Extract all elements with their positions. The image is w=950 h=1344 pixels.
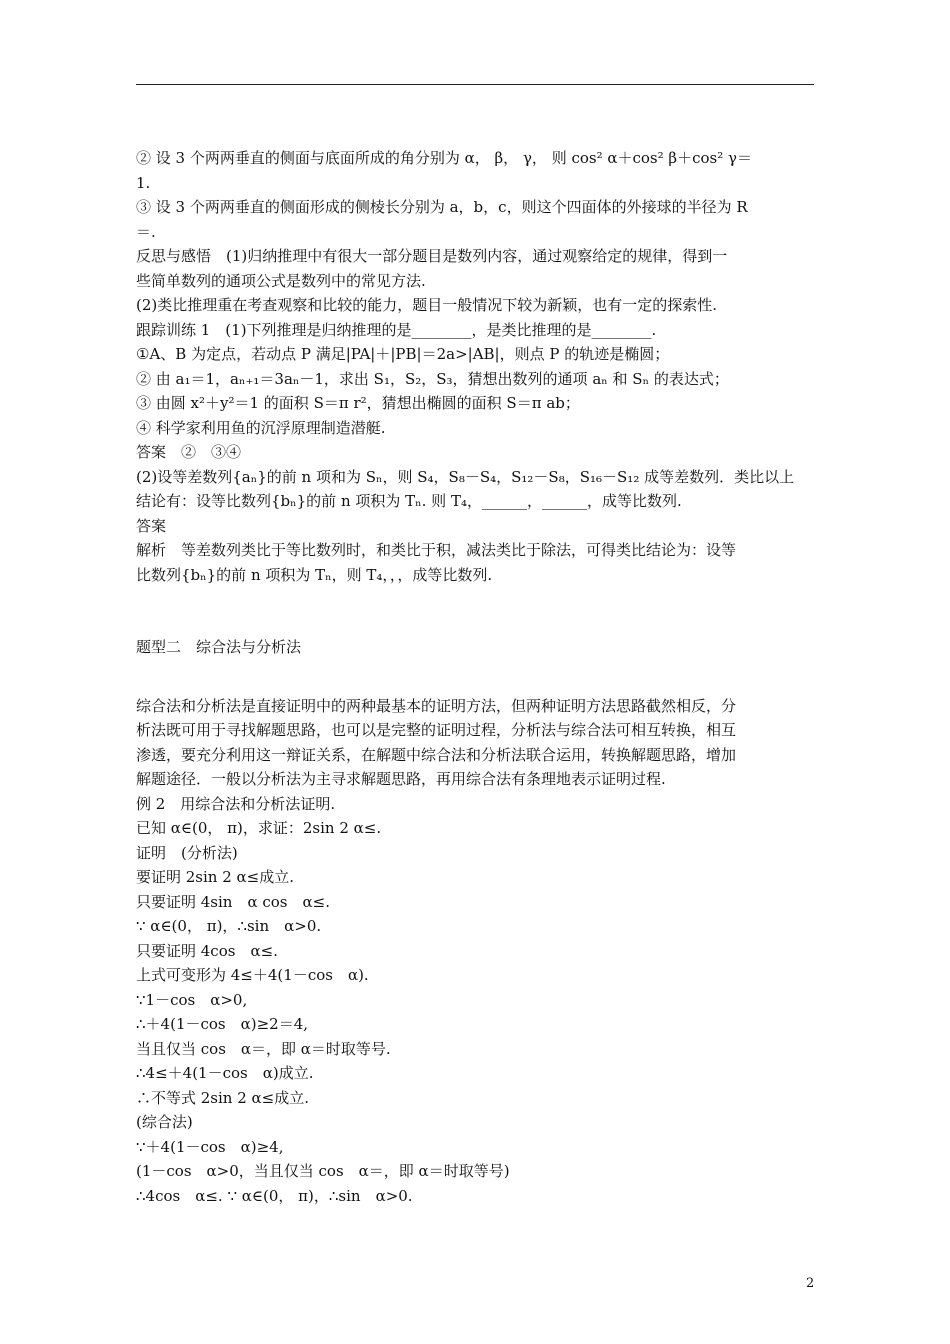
- text-line: 些简单数列的通项公式是数列中的常见方法.: [136, 271, 426, 290]
- page-body: [136, 146, 816, 1208]
- text-line: 答案: [136, 516, 167, 535]
- text-line: 跟踪训练 1 (1)下列推理是归纳推理的是________，是类比推理的是________.: [136, 320, 657, 339]
- proof-line: (综合法): [136, 1113, 193, 1131]
- proof-line: 例 2 用综合法和分析法证明.: [136, 794, 336, 813]
- proof-line: ∴＋4(1－cos α)≥2＝4,: [136, 1015, 309, 1033]
- header-rule: [136, 84, 814, 85]
- proof-line: ∴不等式 2sin 2 α≤成立.: [136, 1088, 310, 1107]
- text-line: ② 设 3 个两两垂直的侧面与底面所成的角分别为 α， β， γ， 则 cos² α＋cos² β＋cos² γ＝: [136, 149, 752, 167]
- proof-line: 上式可变形为 4≤＋4(1－cos α).: [136, 966, 369, 984]
- proof-line: 当且仅当 cos α＝，即 α＝时取等号.: [136, 1039, 391, 1058]
- text-line: 解析 等差数列类比于等比数列时，和类比于积，减法类比于除法，可得类比结论为：设等: [136, 541, 737, 559]
- page-number: 2: [806, 1276, 815, 1291]
- text-line: ② 由 a₁＝1，aₙ₊₁＝3aₙ－1，求出 S₁，S₂，S₃，猜想出数列的通项 aₙ 和 Sₙ 的表达式；: [136, 369, 729, 388]
- proof-line: ∴4≤＋4(1－cos α)成立.: [136, 1064, 314, 1082]
- proof-line: ∴4cos α≤. ∵ α∈(0， π)，∴sin α>0.: [136, 1186, 413, 1205]
- intro-line: 综合法和分析法是直接证明中的两种最基本的证明方法，但两种证明方法思路截然相反，分: [136, 696, 737, 715]
- top-text-block: [136, 146, 816, 587]
- example-block: [136, 792, 816, 1209]
- text-line: ＝.: [136, 222, 156, 241]
- text-line: 反思与感悟 (1)归纳推理中有很大一部分题目是数列内容，通过观察给定的规律，得到一: [136, 247, 728, 265]
- text-line: (2)类比推理重在考查观察和比较的能力，题目一般情况下较为新颖，也有一定的探索性.: [136, 296, 718, 314]
- text-line: ④ 科学家利用鱼的沉浮原理制造潜艇.: [136, 418, 386, 437]
- section-title: 题型二 综合法与分析法: [136, 638, 302, 656]
- proof-line: ∵＋4(1－cos α)≥4,: [136, 1137, 284, 1156]
- text-line: ③ 设 3 个两两垂直的侧面形成的侧棱长分别为 a，b，c，则这个四面体的外接球的半径为 R: [136, 198, 748, 216]
- proof-line: 只要证明 4sin α cos α≤.: [136, 892, 330, 911]
- text-line: ①A、B 为定点，若动点 P 满足|PA|＋|PB|＝2a>|AB|，则点 P 的轨迹是椭圆；: [136, 345, 670, 363]
- proof-line: ∵1－cos α>0,: [136, 990, 248, 1009]
- text-line: 答案 ② ③④: [136, 443, 242, 461]
- text-line: (2)设等差数列{aₙ}的前 n 项和为 Sₙ，则 S₄，S₈－S₄，S₁₂－S₈，S₁₆－S₁₂ 成等差数列．类比以上: [136, 467, 795, 486]
- intro-paragraph: [136, 694, 816, 792]
- intro-line: 析法既可用于寻找解题思路，也可以是完整的证明过程，分析法与综合法可相互转换，相互: [136, 721, 737, 739]
- proof-line: 证明 (分析法): [136, 843, 238, 862]
- proof-line: 只要证明 4cos α≤.: [136, 941, 278, 960]
- text-line: ③ 由圆 x²＋y²＝1 的面积 S＝π r²，猜想出椭圆的面积 S＝π ab；: [136, 394, 580, 412]
- spacer: [136, 587, 816, 635]
- text-line: 结论有：设等比数列{bₙ}的前 n 项积为 Tₙ. 则 T₄，______，______，成等比数列.: [136, 492, 682, 510]
- proof-line: 已知 α∈(0， π)，求证：2sin 2 α≤.: [136, 819, 382, 837]
- intro-line: 渗透，要充分利用这一辩证关系，在解题中综合法和分析法联合运用，转换解题思路，增加: [136, 745, 737, 764]
- proof-line: (1－cos α>0，当且仅当 cos α＝，即 α＝时取等号): [136, 1162, 510, 1180]
- text-line: 比数列{bₙ}的前 n 项积为 Tₙ，则 T₄，，，成等比数列.: [136, 565, 493, 584]
- intro-line: 解题途径．一般以分析法为主寻求解题思路，再用综合法有条理地表示证明过程.: [136, 770, 666, 788]
- text-line: 1.: [136, 173, 151, 192]
- proof-line: ∵ α∈(0， π)，∴sin α>0.: [136, 917, 322, 935]
- spacer: [136, 660, 816, 694]
- proof-line: 要证明 2sin 2 α≤成立.: [136, 868, 295, 886]
